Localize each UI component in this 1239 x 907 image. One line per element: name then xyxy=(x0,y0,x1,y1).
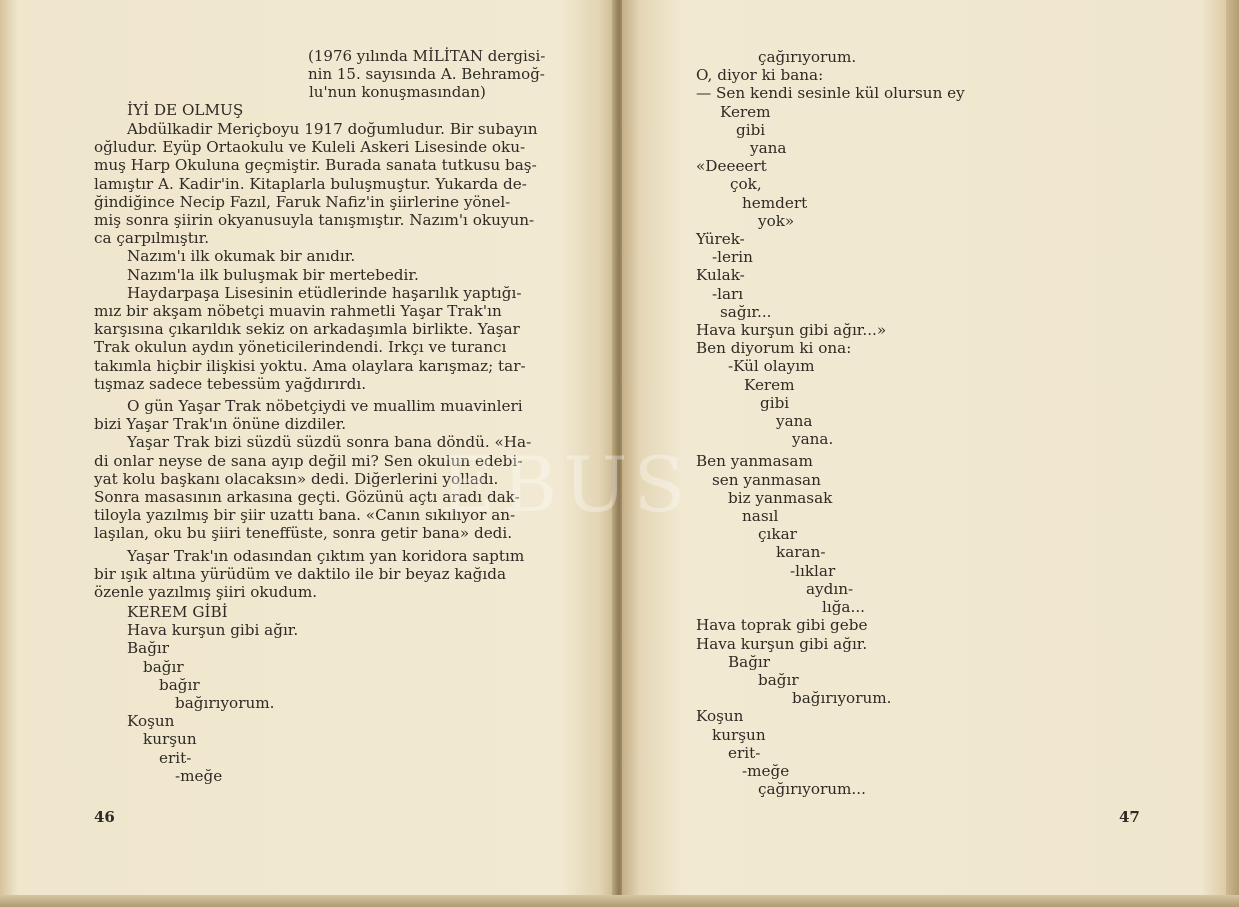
poem-right xyxy=(696,48,965,798)
poem-line: yok» xyxy=(758,211,795,230)
body-line: O gün Yaşar Trak nöbetçiydi ve muallim muavinleri xyxy=(127,397,523,416)
poem-line: Ben yanmasam xyxy=(696,452,813,471)
body-line: bizi Yaşar Trak'ın önüne dizdiler. xyxy=(94,415,347,434)
poem-line: yana xyxy=(776,412,813,431)
body-line: miş sonra şiirin okyanusuyla tanışmıştır. Nazım'ı okuyun- xyxy=(94,211,535,230)
poem-line: yana xyxy=(750,139,787,158)
body-line: Yaşar Trak bizi süzdü süzdü sonra bana döndü. «Ha- xyxy=(127,433,532,452)
poem-line: çağırıyorum... xyxy=(758,780,866,799)
body-line: Trak okulun aydın yöneticilerindendi. Irkçı ve turancı xyxy=(94,338,507,357)
body-line: tiloyla yazılmış bir şiir uzattı bana. «Canın sıkılıyor an- xyxy=(94,506,516,525)
body-line: karşısına çıkarıldık sekiz on arkadaşımla birlikte. Yaşar xyxy=(94,320,520,339)
source-note xyxy=(308,47,545,102)
poem-line: Hava kurşun gibi ağır. xyxy=(127,621,299,640)
poem-line: yana. xyxy=(792,430,834,449)
source-note-line: (1976 yılında MİLİTAN dergisi- xyxy=(308,47,546,65)
poem-line: çıkar xyxy=(758,525,797,544)
body-line: Abdülkadir Meriçboyu 1917 doğumludur. Bir subayın xyxy=(127,120,538,138)
poem-line: lığa... xyxy=(822,598,865,617)
poem-line: sen yanmasan xyxy=(712,470,821,489)
body-line: Nazım'la ilk buluşmak bir mertebedir. xyxy=(127,265,419,284)
poem-line: «Deeeert xyxy=(696,157,767,176)
poem-line: O, diyor ki bana: xyxy=(696,66,824,85)
body-line: yat kolu başkanı olacaksın» dedi. Diğerlerini yolladı. xyxy=(94,469,499,488)
body-line: Haydarpaşa Lisesinin etüdlerinde haşarılık yaptığı- xyxy=(127,283,522,302)
body-line: laşılan, oku bu şiiri teneffüste, sonra getir bana» dedi. xyxy=(94,524,513,543)
poem-title: KEREM GİBİ xyxy=(127,603,228,621)
poem-line: Kerem xyxy=(744,375,795,394)
body-line: ğindiğince Necip Fazıl, Faruk Nafiz'in şiirlerine yönel- xyxy=(94,192,511,211)
body-line: takımla hiçbir ilişkisi yoktu. Ama olaylara karışmaz; tar- xyxy=(94,356,526,375)
poem-line: gibi xyxy=(736,120,766,139)
poem-line: sağır... xyxy=(720,302,772,321)
body-text xyxy=(94,120,538,601)
poem-line: Hava toprak gibi gebe xyxy=(696,616,868,635)
poem-line: aydın- xyxy=(806,579,854,598)
body-line: lamıştır A. Kadir'in. Kitaplarla buluşmuştur. Yukarda de- xyxy=(94,174,527,193)
body-line: oğludur. Eyüp Ortaokulu ve Kuleli Askeri Lisesinde oku- xyxy=(94,138,526,157)
body-line: bir ışık altına yürüdüm ve daktilo ile bir beyaz kağıda xyxy=(94,564,507,583)
body-line: tışmaz sadece tebessüm yağdırırdı. xyxy=(94,374,367,393)
poem-line: -lerin xyxy=(712,248,753,267)
poem-line: bağırıyorum. xyxy=(175,694,275,713)
poem-line: kurşun xyxy=(143,730,197,749)
poem-line: nasıl xyxy=(742,507,779,526)
section-heading: İYİ DE OLMUŞ xyxy=(127,101,244,119)
page-edge-bottom xyxy=(0,895,1239,907)
poem-line: bağırıyorum. xyxy=(792,689,892,708)
poem-line: erit- xyxy=(159,748,192,767)
body-line: Yaşar Trak'ın odasından çıktım yan koridora saptım xyxy=(127,546,525,565)
poem-line: Bağır xyxy=(728,652,771,671)
poem-line: erit- xyxy=(728,743,761,762)
page-edge xyxy=(1226,0,1239,907)
poem-line: Hava kurşun gibi ağır. xyxy=(696,634,868,653)
poem-line: -ları xyxy=(712,284,744,303)
right-page xyxy=(622,0,1239,907)
body-line: ca çarpılmıştır. xyxy=(94,229,210,248)
page-number-left: 46 xyxy=(94,808,115,826)
poem-line: -lıklar xyxy=(790,561,836,580)
body-line: muş Harp Okuluna geçmiştir. Burada sanata tutkusu baş- xyxy=(94,156,537,175)
poem-line: -Kül olayım xyxy=(728,357,815,376)
poem-line: karan- xyxy=(776,543,826,562)
poem-line: Kerem xyxy=(720,102,771,121)
poem-line: çağırıyorum. xyxy=(758,48,857,66)
poem-line: hemdert xyxy=(742,193,808,212)
poem-line: Koşun xyxy=(127,712,175,731)
poem-line: -meğe xyxy=(175,766,223,785)
poem-line: bağır xyxy=(143,657,184,676)
poem-line: -meğe xyxy=(742,761,790,780)
poem-line: — Sen kendi sesinle kül olursun ey xyxy=(696,84,965,103)
poem-line: Koşun xyxy=(696,707,744,726)
watermark: EBUS xyxy=(440,440,692,529)
source-note-line: nin 15. sayısında A. Behramoğ- xyxy=(308,65,545,84)
poem-line: Kulak- xyxy=(696,266,745,285)
poem-line: biz yanmasak xyxy=(728,488,833,507)
poem-line: çok, xyxy=(730,175,762,194)
body-line: Nazım'ı ilk okumak bir anıdır. xyxy=(127,247,356,266)
body-line: Sonra masasının arkasına geçti. Gözünü açtı aradı dak- xyxy=(94,488,520,507)
poem-line: Hava kurşun gibi ağır...» xyxy=(696,321,887,340)
body-line: özenle yazılmış şiiri okudum. xyxy=(94,583,318,602)
poem-line: bağır xyxy=(758,670,799,689)
body-line: mız bir akşam nöbetçi muavin rahmetli Yaşar Trak'ın xyxy=(94,302,502,321)
poem-line: gibi xyxy=(760,393,790,412)
poem-line: kurşun xyxy=(712,725,766,744)
body-line: di onlar neyse de sana ayıp değil mi? Sen okulun edebi- xyxy=(94,451,523,470)
poem-line: bağır xyxy=(159,675,200,694)
poem-line: Ben diyorum ki ona: xyxy=(696,339,852,358)
poem-line: Bağır xyxy=(127,639,170,658)
page-number-right: 47 xyxy=(1119,808,1140,826)
poem-left xyxy=(127,603,298,785)
source-note-line: lu'nun konuşmasından) xyxy=(309,83,486,102)
poem-line: Yürek- xyxy=(696,230,745,249)
